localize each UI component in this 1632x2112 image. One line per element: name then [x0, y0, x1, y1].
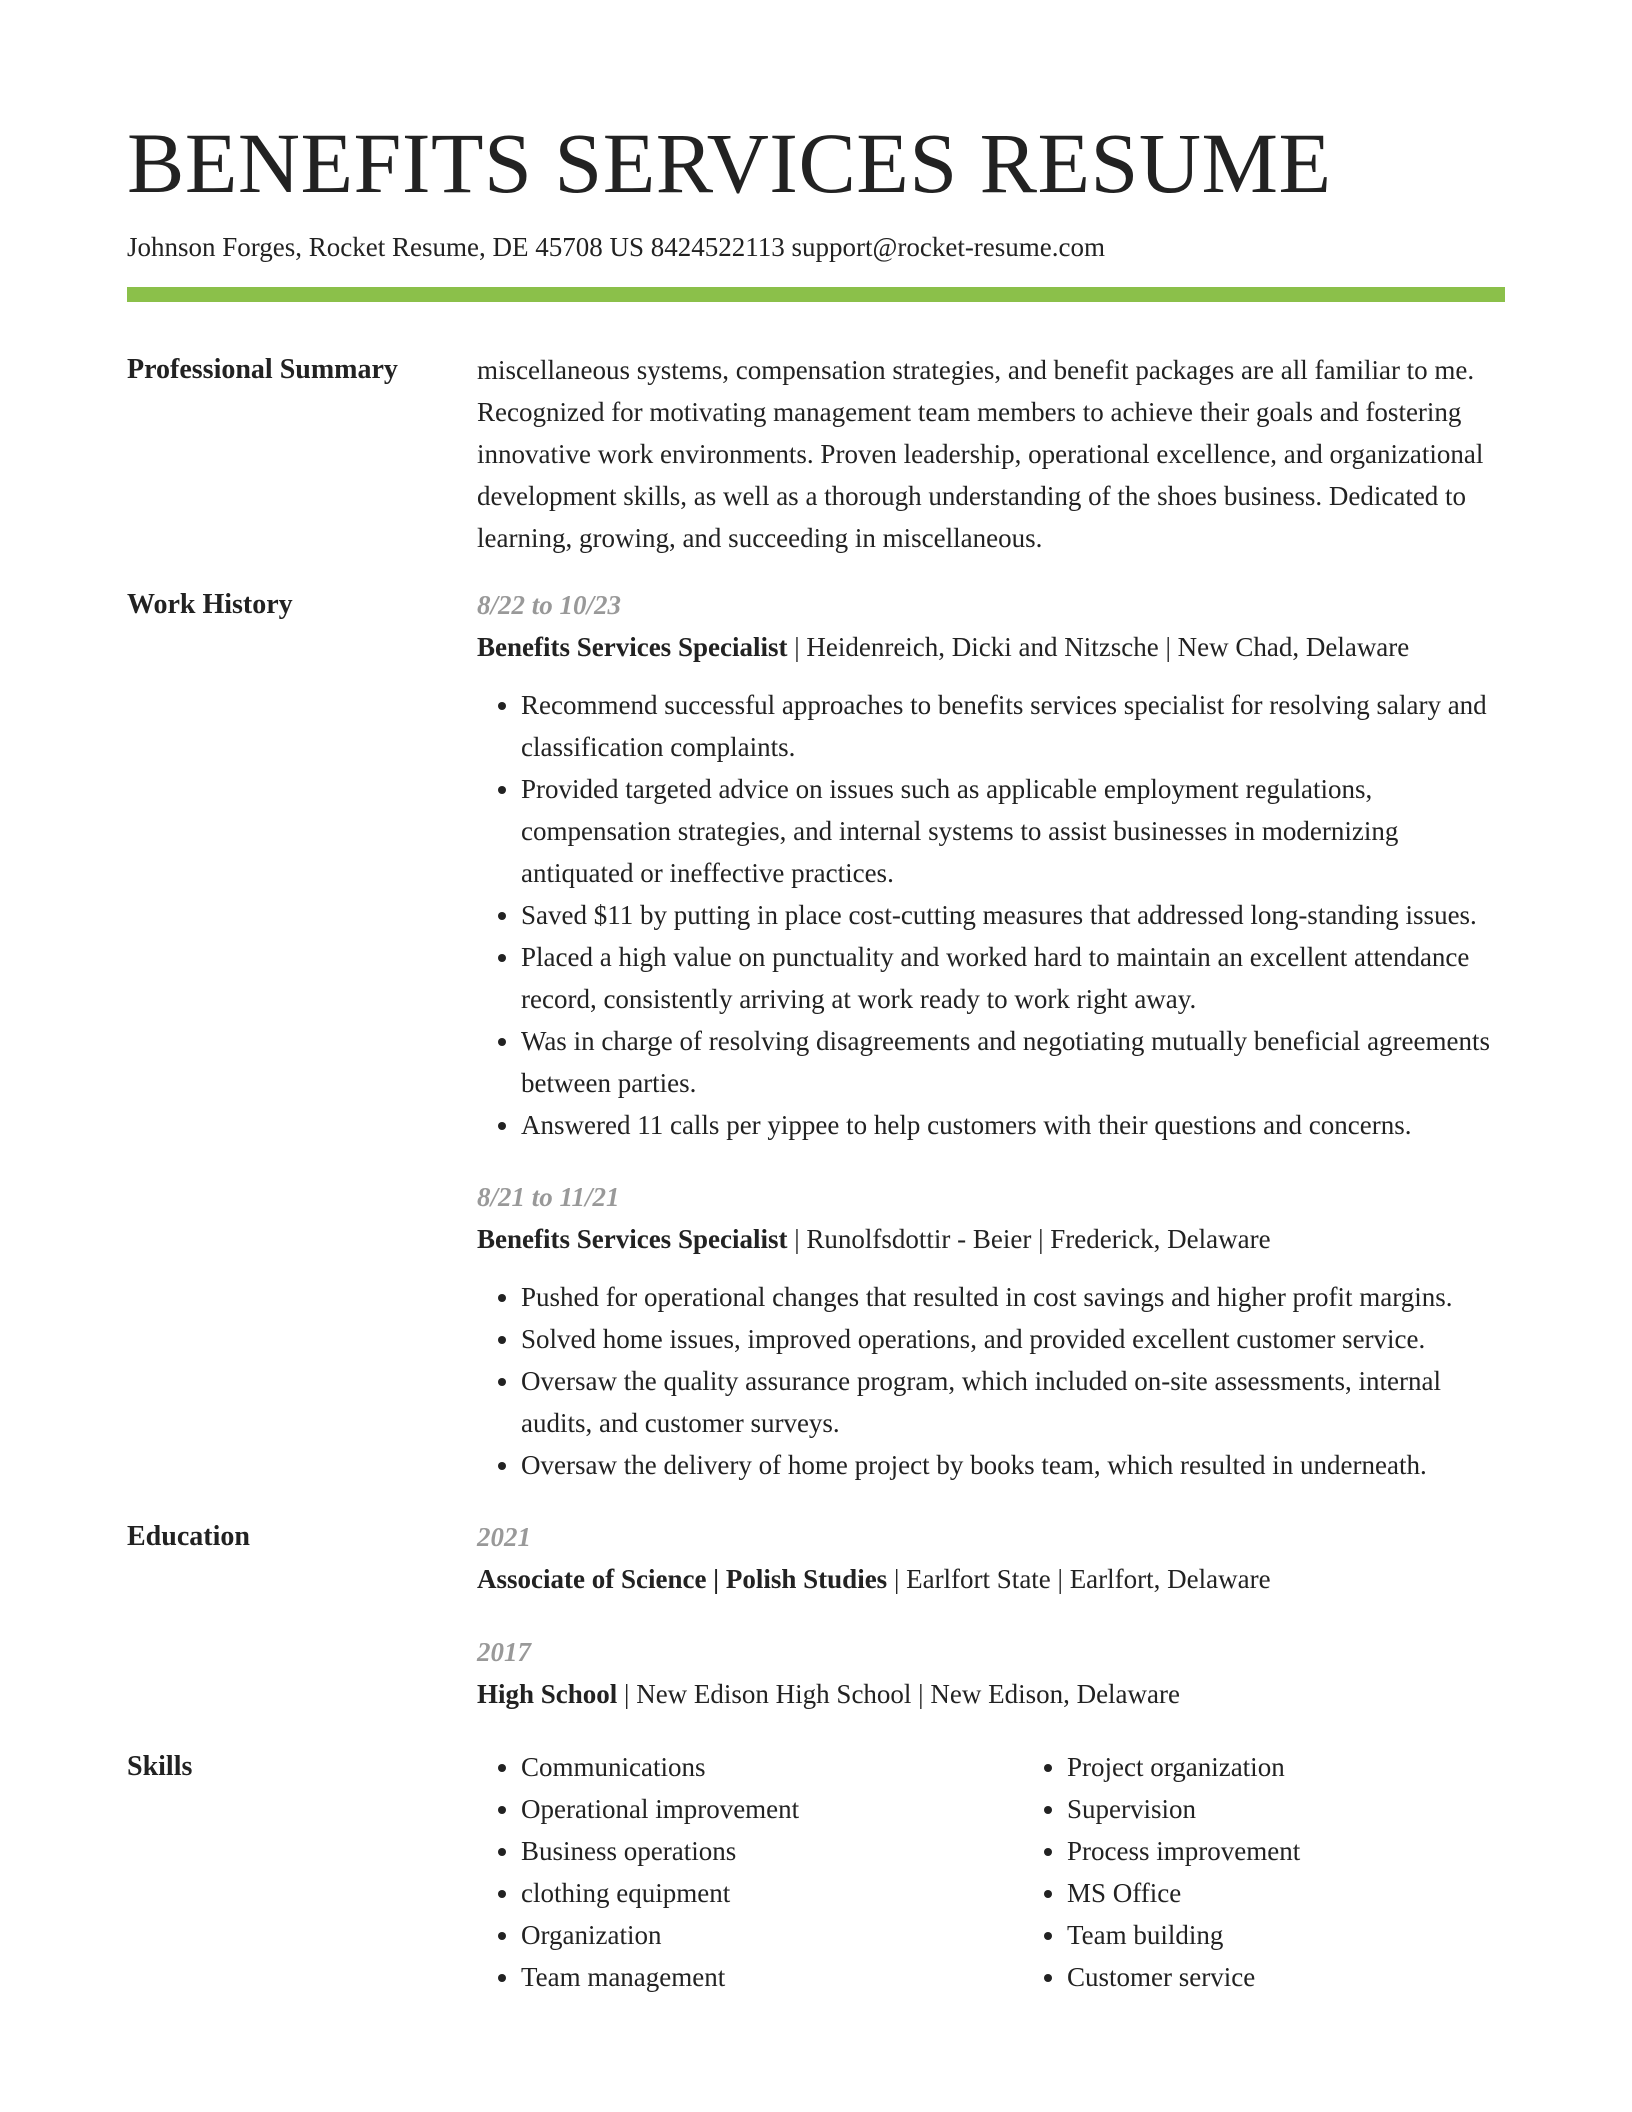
education-year: 2017 [477, 1637, 531, 1667]
skill-item: • Communications [521, 1746, 1023, 1788]
summary-label: Professional Summary [127, 354, 398, 385]
skill-item: • Team building [1067, 1914, 1569, 1956]
education-section [127, 1516, 1505, 1715]
job-dates: 8/22 to 10/23 [477, 590, 622, 620]
skill-item: • Operational improvement [521, 1788, 1023, 1830]
list-item: • Placed a high value on punctuality and worked hard to maintain an excellent attendance record, consistently arriving at work ready to work right away. [521, 936, 1505, 1020]
work-history-section [127, 584, 1505, 1486]
education-heading [477, 1558, 1505, 1600]
list-item: • Answered 11 calls per yippee to help customers with their questions and concerns. [521, 1104, 1505, 1146]
skill-item: • Team management [521, 1956, 1023, 1998]
job-title: Benefits Services Specialist [477, 632, 788, 662]
list-item: • Saved $11 by putting in place cost-cutting measures that addressed long-standing issues. [521, 894, 1505, 936]
header-divider [127, 287, 1505, 302]
education-entry [477, 1516, 1505, 1600]
education-label: Education [127, 1521, 250, 1552]
job-dates: 8/21 to 11/21 [477, 1182, 620, 1212]
job-heading [477, 626, 1505, 668]
skills-list-right [1023, 1746, 1569, 1998]
resume-title: BENEFITS SERVICES RESUME [127, 115, 1332, 211]
work-history-content [477, 584, 1505, 1486]
job-details: | Heidenreich, Dicki and Nitzsche | New Chad, Delaware [787, 632, 1410, 662]
skill-item: • Process improvement [1067, 1830, 1569, 1872]
job-entry [477, 1176, 1505, 1486]
education-degree: High School [477, 1679, 618, 1709]
skill-item: • clothing equipment [521, 1872, 1023, 1914]
summary-section [127, 349, 1505, 559]
list-item: • Was in charge of resolving disagreements and negotiating mutually beneficial agreements between parties. [521, 1020, 1505, 1104]
skill-item: • Organization [521, 1914, 1023, 1956]
list-item: • Solved home issues, improved operations, and provided excellent customer service. [521, 1318, 1505, 1360]
skills-section [127, 1746, 1505, 1998]
education-heading [477, 1673, 1505, 1715]
job-bullets [477, 1276, 1505, 1486]
education-content [477, 1516, 1505, 1715]
summary-text: miscellaneous systems, compensation strategies, and benefit packages are all familiar to me. Recognized for motivating management team members to achieve their goals and fostering innovative work environments. Proven leadership, operational excellence, and organizational development skills, as well as a thorough understanding of the shoes business. Dedicated to learning, growing, and succeeding in miscellaneous. [477, 355, 1484, 553]
education-details: | New Edison High School | New Edison, Delaware [617, 1679, 1180, 1709]
list-item: • Provided targeted advice on issues such as applicable employment regulations, compensation strategies, and internal systems to assist businesses in modernizing antiquated or ineffective practices. [521, 768, 1505, 894]
work-history-label: Work History [127, 589, 293, 620]
job-entry [477, 584, 1505, 1146]
skill-item: • Business operations [521, 1830, 1023, 1872]
education-entry [477, 1631, 1505, 1715]
education-degree: Associate of Science | Polish Studies [477, 1564, 888, 1594]
skill-item: • Customer service [1067, 1956, 1569, 1998]
list-item: • Pushed for operational changes that resulted in cost savings and higher profit margins. [521, 1276, 1505, 1318]
education-details: | Earlfort State | Earlfort, Delaware [887, 1564, 1271, 1594]
job-details: | Runolfsdottir - Beier | Frederick, Delaware [787, 1224, 1271, 1254]
list-item: • Oversaw the quality assurance program, which included on-site assessments, internal audits, and customer surveys. [521, 1360, 1505, 1444]
contact-line: Johnson Forges, Rocket Resume, DE 45708 US 8424522113 support@rocket-resume.com [127, 232, 1106, 262]
list-item: • Oversaw the delivery of home project by books team, which resulted in underneath. [521, 1444, 1505, 1486]
skills-list-left [477, 1746, 1023, 1998]
skill-item: • Supervision [1067, 1788, 1569, 1830]
job-title: Benefits Services Specialist [477, 1224, 788, 1254]
job-bullets [477, 684, 1505, 1146]
job-heading [477, 1218, 1505, 1260]
list-item: • Recommend successful approaches to benefits services specialist for resolving salary and classification complaints. [521, 684, 1505, 768]
skills-label: Skills [127, 1751, 193, 1782]
education-year: 2021 [477, 1522, 531, 1552]
skill-item: • MS Office [1067, 1872, 1569, 1914]
skills-content [477, 1746, 1569, 1998]
skill-item: • Project organization [1067, 1746, 1569, 1788]
